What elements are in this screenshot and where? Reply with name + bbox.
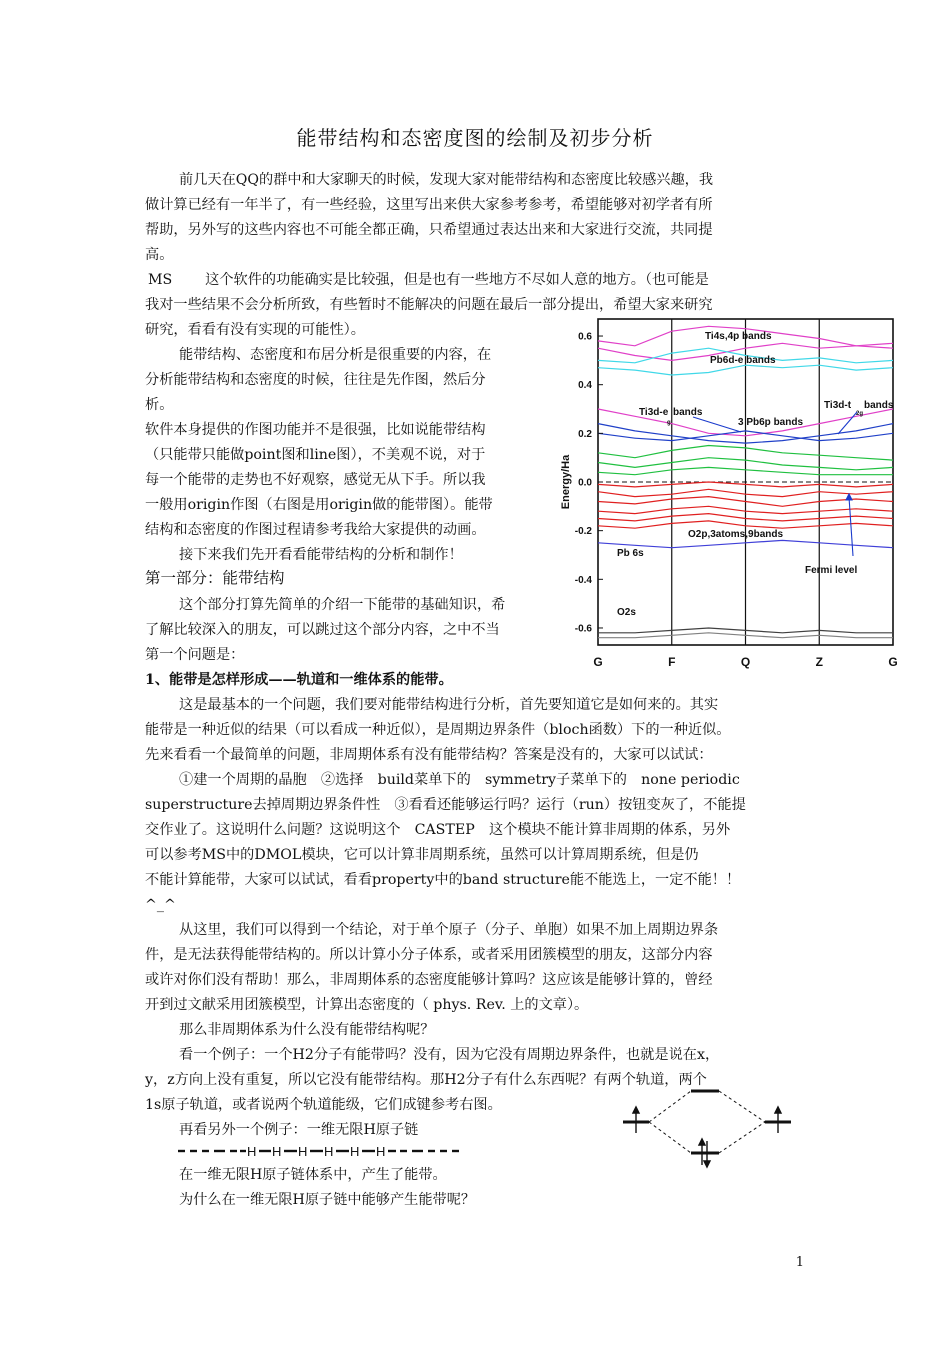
paragraph-line: 研究，看看有没有实现的可能性）。 bbox=[145, 322, 365, 338]
paragraph-line: 或许对你们没有帮助！那么，非周期体系的态密度能够计算吗？这应该是能够计算的，曾经 bbox=[145, 972, 713, 988]
annotation-fermi: Fermi level bbox=[805, 565, 858, 576]
page-number: 1 bbox=[795, 1255, 804, 1270]
paragraph-line: 一般用origin作图（右图是用origin做的能带图）。能带 bbox=[145, 497, 493, 513]
spin-up-arrow-head bbox=[699, 1139, 705, 1145]
paragraph-line: 析。 bbox=[145, 397, 174, 413]
annotation-ti3d-e: Ti3d-e bbox=[639, 407, 669, 418]
paragraph-line: 每一个能带的走势也不好观察，感觉无从下手。所以我 bbox=[145, 472, 486, 488]
paragraph-line: MS 这个软件的功能确实是比较强，但是也有一些地方不尽如人意的地方。（也可能是 bbox=[148, 272, 709, 288]
y-tick-label: 0.4 bbox=[578, 380, 592, 392]
y-tick-label: -0.4 bbox=[574, 574, 592, 586]
h-atom: H bbox=[376, 1144, 386, 1159]
annotation-ti3d-t: Ti3d-t bbox=[824, 400, 852, 411]
paragraph-line: 交作业了。这说明什么问题？这说明这个 CASTEP 这个模块不能计算非周期的体系，另外 bbox=[145, 822, 731, 838]
paragraph-line: superstructure去掉周期边界条件性 ③看看还能够运行吗？运行（run）按钮变灰了，不能提 bbox=[145, 797, 746, 813]
paragraph-line: 从这里，我们可以得到一个结论，对于单个原子（分子、单胞）如果不加上周期边界条 bbox=[179, 922, 719, 938]
section-heading: 第一部分：能带结构 bbox=[145, 569, 285, 587]
x-axis-ticks bbox=[593, 655, 897, 669]
k-point-lines bbox=[598, 319, 893, 645]
h-atom: H bbox=[272, 1144, 282, 1159]
band-structure-chart bbox=[555, 316, 905, 676]
annotation-pb6d: Pb6d-e bands bbox=[710, 355, 776, 366]
paragraph-line: 看一个例子：一个H2分子有能带吗？没有，因为它没有周期边界条件，也就是说在x， bbox=[179, 1047, 720, 1063]
paragraph-line: 能带是一种近似的结果（可以看成一种近似），是周期边界条件（bloch函数）下的一种近似。 bbox=[145, 722, 731, 738]
spin-down-arrow-head bbox=[704, 1161, 710, 1167]
annotation-pb6s: Pb 6s bbox=[617, 548, 644, 559]
subsection-heading: 1、能带是怎样形成——轨道和一维体系的能带。 bbox=[145, 672, 453, 688]
y-tick-label: 0.6 bbox=[578, 331, 592, 343]
paragraph-line: 这是最基本的一个问题，我们要对能带结构进行分析，首先要知道它是如何来的。其实 bbox=[179, 697, 719, 713]
correlation-line bbox=[649, 1091, 691, 1122]
fermi-arrow-line bbox=[849, 497, 853, 556]
annotation-pb6p: 3 Pb6p bands bbox=[738, 417, 804, 428]
paragraph-line: 软件本身提供的作图功能并不是很强，比如说能带结构 bbox=[145, 422, 486, 438]
paragraph-line: 了解比较深入的朋友，可以跳过这个部分内容，之中不当 bbox=[145, 622, 500, 638]
h-atom: H bbox=[350, 1144, 360, 1159]
spin-up-arrow-head bbox=[633, 1107, 639, 1113]
h-atom: H bbox=[298, 1144, 308, 1159]
paragraph-line: 前几天在QQ的群中和大家聊天的时候，发现大家对能带结构和态密度比较感兴趣，我 bbox=[179, 172, 714, 188]
paragraph-line: ①建一个周期的晶胞 ②选择 build菜单下的 symmetry子菜单下的 none periodic bbox=[179, 772, 740, 788]
paragraph-line: 先来看看一个最简单的问题，非周期体系有没有能带结构？答案是没有的，大家可以试试： bbox=[145, 747, 713, 763]
paragraph-line: 分析能带结构和态密度的时候，往往是先作图，然后分 bbox=[145, 372, 486, 388]
y-tick-label: 0.2 bbox=[578, 428, 592, 440]
annotation-o2s: O2s bbox=[617, 607, 636, 618]
h2-orbital-diagram bbox=[615, 1085, 805, 1175]
page-title: 能带结构和态密度图的绘制及初步分析 bbox=[296, 126, 654, 150]
y-tick-label: -0.6 bbox=[574, 623, 592, 635]
annotation-o2p: O2p,3atoms,9bands bbox=[688, 529, 784, 540]
x-tick-label: F bbox=[668, 655, 676, 669]
x-tick-label: Q bbox=[740, 655, 751, 669]
x-tick-label: Z bbox=[815, 655, 823, 669]
annotation-ti4s: Ti4s,4p bands bbox=[705, 331, 772, 342]
y-tick-label: -0.2 bbox=[574, 526, 592, 538]
x-tick-label: G bbox=[888, 655, 898, 669]
paragraph-line: 能带结构、态密度和布居分析是很重要的内容，在 bbox=[179, 347, 492, 363]
paragraph-line: （只能带只能做point图和line图），不美观不说，对于 bbox=[145, 447, 486, 463]
paragraph-line: 帮助，另外写的这些内容也不可能全都正确，只希望通过表达出来和大家进行交流，共同提 bbox=[145, 222, 713, 238]
ti3d-e-arrow bbox=[693, 417, 741, 432]
annotation-ti3d-e-bands: bands bbox=[673, 407, 703, 418]
paragraph-line: 可以参考MS中的DMOL模块，它可以计算非周期系统，虽然可以计算周期系统，但是仍 bbox=[145, 847, 699, 863]
correlation-line bbox=[719, 1091, 765, 1122]
paragraph-line: 件，是无法获得能带结构的。所以计算小分子体系，或者采用团簇模型的朋友，这部分内容 bbox=[145, 947, 713, 963]
paragraph-line: 高。 bbox=[145, 247, 174, 263]
paragraph-line: 不能计算能带，大家可以试试，看看property中的band structure能不能选上，一定不能！！ bbox=[145, 872, 741, 888]
x-tick-label: G bbox=[593, 655, 603, 669]
h-atom: H bbox=[324, 1144, 334, 1159]
h-atom: H bbox=[247, 1144, 257, 1159]
paragraph-line: ^_^ bbox=[145, 897, 176, 913]
y-tick-label: 0.0 bbox=[578, 477, 592, 489]
correlation-line bbox=[719, 1122, 765, 1153]
paragraph-line: 1s原子轨道，或者说两个轨道能级，它们成键参考右图。 bbox=[145, 1097, 502, 1113]
paragraph-line: 那么非周期体系为什么没有能带结构呢？ bbox=[179, 1022, 435, 1038]
paragraph-line: 做计算已经有一年半了，有一些经验，这里写出来供大家参考参考，希望能够对初学者有所 bbox=[145, 197, 713, 213]
paragraph-line: 在一维无限H原子链体系中，产生了能带。 bbox=[179, 1167, 447, 1183]
paragraph-line: 我对一些结果不会分析所致，有些暂时不能解决的问题在最后一部分提出，希望大家来研究 bbox=[145, 297, 713, 313]
y-axis-label: Energy/Ha bbox=[560, 454, 572, 510]
correlation-line bbox=[649, 1122, 691, 1153]
annotation-ti3d-t-bands: bands bbox=[864, 400, 894, 411]
paragraph-line: 再看另外一个例子：一维无限H原子链 bbox=[179, 1122, 419, 1138]
paragraph-line: 接下来我们先开看看能带结构的分析和制作！ bbox=[179, 547, 463, 563]
paragraph-line: y，z方向上没有重复，所以它没有能带结构。那H2分子有什么东西呢？有两个轨道，两个 bbox=[145, 1072, 707, 1088]
annotation-ti3d-e-sub: g bbox=[667, 420, 671, 426]
h-chain-diagram bbox=[176, 1140, 466, 1162]
paragraph-line: 这个部分打算先简单的介绍一下能带的基础知识，希 bbox=[179, 597, 506, 613]
paragraph-line: 第一个问题是： bbox=[145, 647, 245, 663]
fermi-arrow-head bbox=[846, 494, 852, 500]
annotation-ti3d-t-sub: 2g bbox=[856, 411, 864, 417]
spin-up-arrow-head bbox=[775, 1107, 781, 1113]
paragraph-line: 为什么在一维无限H原子链中能够产生能带呢？ bbox=[179, 1192, 476, 1208]
paragraph-line: 开到过文献采用团簇模型，计算出态密度的（ phys. Rev. 上的文章）。 bbox=[145, 997, 589, 1013]
paragraph-line: 结构和态密度的作图过程请参考我给大家提供的动画。 bbox=[145, 522, 486, 538]
